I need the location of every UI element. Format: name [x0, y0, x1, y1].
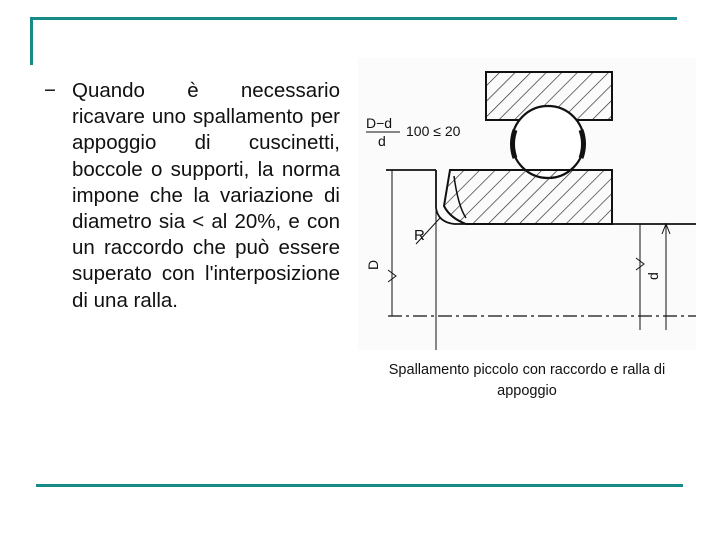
bearing-inner-ring: [444, 170, 612, 224]
bullet-paragraph: [44, 78, 340, 314]
formula-denominator: d: [378, 133, 386, 149]
formula-rhs: 100 ≤ 20: [406, 123, 461, 139]
frame-bottom-line: [36, 484, 683, 487]
bullet-text: Quando è necessario ricavare uno spallamento per appoggio di cuscinetti, boccole o supporti, la norma impone che la variazione di diametro sia < al 20%, e con un raccordo che può essere superato con l'interposizione di una ralla.: [72, 79, 340, 312]
bullet-marker: −: [44, 79, 56, 102]
label-diameter-D: D: [365, 259, 381, 270]
bearing-ball: [512, 106, 584, 178]
label-diameter-d: d: [645, 272, 661, 280]
frame-top-line: [30, 17, 677, 20]
figure-caption: Spallamento piccolo con raccordo e ralla di appoggio: [388, 362, 666, 399]
technical-drawing: [358, 58, 696, 350]
frame-left-line: [30, 17, 33, 65]
drawing-svg: [358, 58, 696, 350]
formula-numerator: D−d: [366, 115, 393, 131]
label-radius: R: [414, 227, 425, 244]
